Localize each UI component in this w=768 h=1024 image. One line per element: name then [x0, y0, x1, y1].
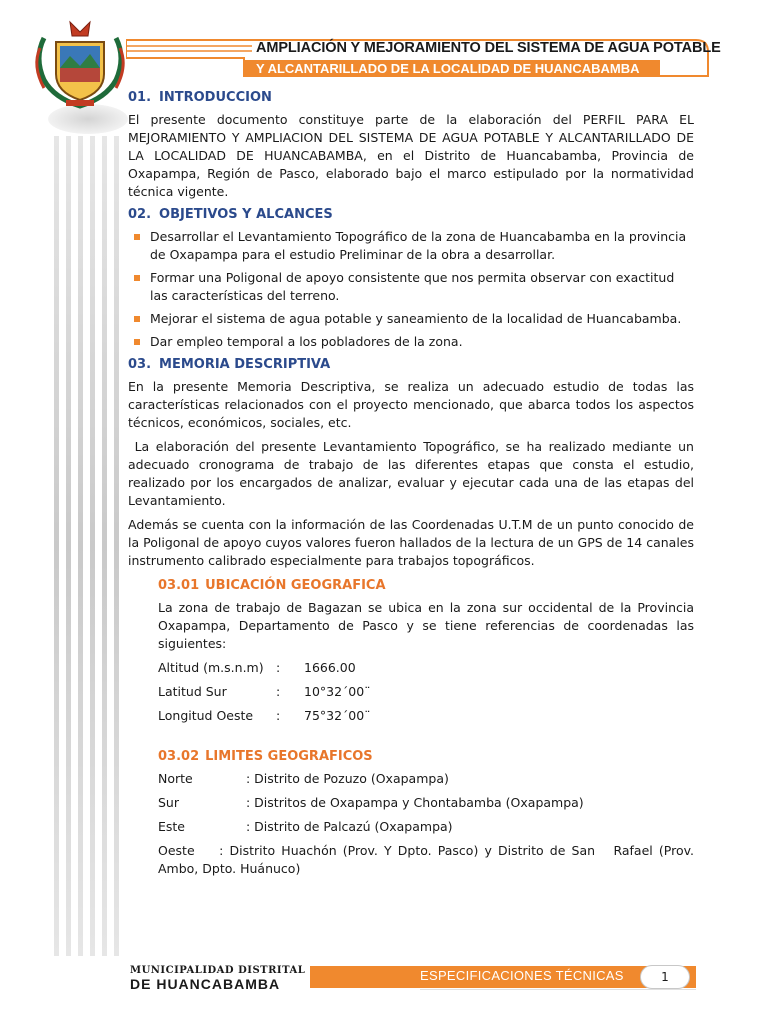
limit-row-sur [158, 794, 694, 812]
section-heading-introduccion [128, 90, 694, 105]
coord-label: Latitud Sur [158, 684, 227, 699]
section-heading-objetivos [128, 207, 694, 222]
subsection-title: UBICACIÓN GEOGRAFICA [205, 578, 386, 593]
memoria-paragraph-3: Además se cuenta con la información de las Coordenadas U.T.M de un punto conocido de la Poligonal de apoyo cuyos valores fueron hallados de la lectura de un GPS de 14 canales instrumento calibrado especialmente para trabajos topográficos. [128, 517, 694, 568]
header-title-line2: Y ALCANTARILLADO DE LA LOCALIDAD DE HUANCABAMBA [244, 60, 660, 77]
subsection-number: 03.02 [158, 749, 200, 764]
limit-value: : Distrito de Palcazú (Oxapampa) [246, 819, 453, 834]
list-item [128, 269, 694, 305]
limit-row-oeste: Oeste : Distrito Huachón (Prov. Y Dpto. Pasco) y Distrito de San Rafael (Prov. Ambo, Dpto. Huánuco) [158, 843, 698, 876]
document-body [128, 90, 698, 878]
stripe [54, 136, 59, 956]
bullet-square-icon [134, 316, 140, 322]
memoria-paragraph-2: La elaboración del presente Levantamiento Topográfico, se ha realizado mediante un adecuado cronograma de trabajo de las diferentes etapas que consta el estudio, realizado por los encargados de analizar, evaluar y ejecutar cada una de las etapas del Levantamiento. [128, 439, 698, 508]
section-title: MEMORIA DESCRIPTIVA [159, 357, 331, 372]
list-item [128, 228, 694, 264]
section-number: 03. [128, 357, 152, 372]
limit-row-este [158, 818, 694, 836]
coord-separator: : [276, 660, 281, 675]
list-item-text: Desarrollar el Levantamiento Topográfico de la zona de Huancabamba en la provincia de Oxapampa para el estudio Preliminar de la obra a desarrollar. [150, 229, 687, 262]
section-title: OBJETIVOS Y ALCANCES [159, 207, 333, 222]
subsection-heading-limites [158, 749, 694, 764]
coord-separator: : [276, 684, 281, 699]
limit-value: : Distrito de Pozuzo (Oxapampa) [246, 771, 449, 786]
limit-value: : Distritos de Oxapampa y Chontabamba (Oxapampa) [246, 795, 584, 810]
footer-rule [420, 989, 696, 990]
stripe [114, 136, 119, 956]
header-title-line1: AMPLIACIÓN Y MEJORAMIENTO DEL SISTEMA DE AGUA POTABLE [256, 40, 721, 56]
stripe [78, 136, 83, 956]
coord-value: 10°32´00¨ [304, 684, 371, 699]
limit-label: Este [158, 819, 186, 834]
subsection-heading-ubicacion [158, 578, 694, 593]
table-row [158, 659, 370, 683]
coord-label: Altitud (m.s.n.m) [158, 660, 264, 675]
objectives-list [128, 228, 694, 351]
coord-value: 75°32´00¨ [304, 708, 371, 723]
limit-row-norte [158, 770, 694, 788]
section-number: 02. [128, 207, 152, 222]
bullet-square-icon [134, 339, 140, 345]
ubicacion-paragraph: La zona de trabajo de Bagazan se ubica en la zona sur occidental de la Provincia Oxapampa, Departamento de Pasco y se tiene referencias de coordenadas las siguientes: [158, 600, 694, 651]
limit-label: Sur [158, 795, 179, 810]
subsection-ubicacion [158, 578, 698, 878]
list-item-text: Formar una Poligonal de apoyo consistente que nos permita observar con exactitud las características del terreno. [150, 270, 675, 303]
coord-separator: : [276, 708, 281, 723]
coord-label: Longitud Oeste [158, 708, 254, 723]
intro-paragraph: El presente documento constituye parte de la elaboración del PERFIL PARA EL MEJORAMIENTO Y AMPLIACION DEL SISTEMA DE AGUA POTABLE Y ALCANTARILLADO DE LA LOCALIDAD DE HUANCABAMBA, en el Distrito de Huancabamba, Provincia de Oxapampa, Región de Pasco, elaborado bajo el marco estipulado por la normatividad técnica vigente. [128, 112, 694, 199]
coord-value: 1666.00 [304, 660, 356, 675]
decorative-stripes [54, 136, 124, 956]
list-item [128, 310, 694, 328]
list-item [128, 333, 694, 351]
section-title: INTRODUCCION [159, 90, 272, 105]
municipal-coat-of-arms-icon [30, 18, 130, 110]
memoria-paragraph-1: En la presente Memoria Descriptiva, se realiza un adecuado estudio de todas las características relacionados con el proyecto mencionado, que abarca todos los aspectos técnicos, económicos, sociales, etc. [128, 379, 694, 430]
stripe [66, 136, 71, 956]
subsection-title: LIMITES GEOGRAFICOS [205, 749, 373, 764]
bullet-square-icon [134, 275, 140, 281]
page-number: 1 [640, 965, 690, 989]
table-row [158, 683, 370, 707]
list-item-text: Dar empleo temporal a los pobladores de la zona. [150, 334, 463, 349]
section-number: 01. [128, 90, 152, 105]
stripe [102, 136, 107, 956]
footer-doc-title: ESPECIFICACIONES TÉCNICAS [420, 968, 624, 983]
subsection-number: 03.01 [158, 578, 200, 593]
stripe [90, 136, 95, 956]
footer-org-line1: MUNICIPALIDAD DISTRITAL [130, 965, 306, 976]
list-item-text: Mejorar el sistema de agua potable y saneamiento de la localidad de Huancabamba. [150, 311, 682, 326]
table-row [158, 707, 370, 731]
bullet-square-icon [134, 234, 140, 240]
footer-org-line2: DE HUANCABAMBA [130, 976, 281, 992]
coordinates-table [158, 659, 370, 731]
section-heading-memoria [128, 357, 694, 372]
limit-label: Norte [158, 771, 193, 786]
